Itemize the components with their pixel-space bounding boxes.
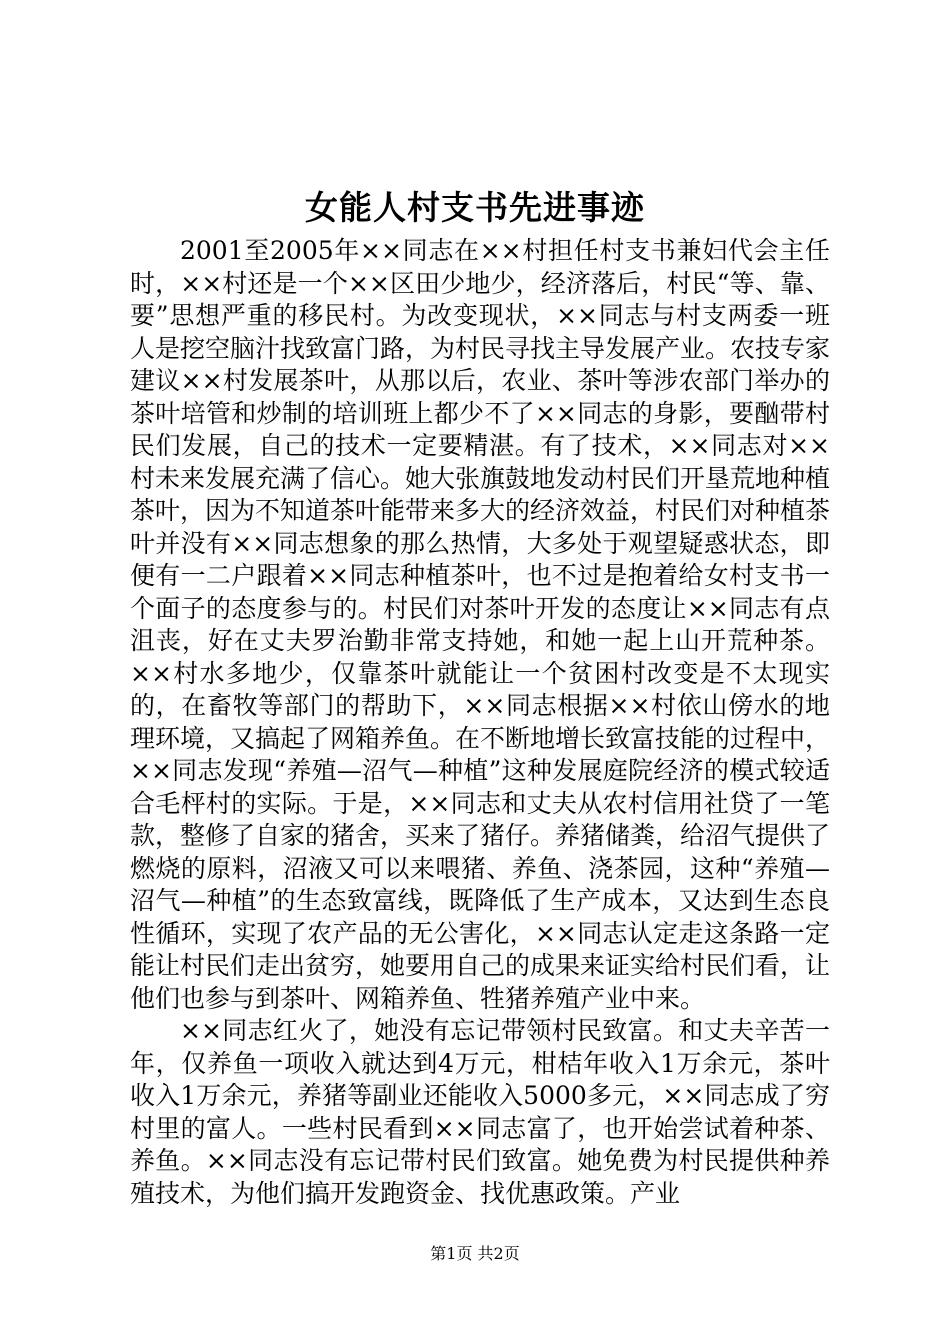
paragraph: ××同志红火了，她没有忘记带领村民致富。和丈夫辛苦一年，仅养鱼一项收入就达到4万元，柑桔年收入1万余元，茶叶收入1万余元，养猪等副业还能收入5000多元，××同志成了穷村里的富人。一些村民看到××同志富了，也开始尝试着种茶、养鱼。××同志没有忘记带村民们致富。她免费为村民提供种养殖技术，为他们搞开发跑资金、找优惠政策。产业 (130, 1016, 830, 1208)
document-body (130, 235, 830, 1210)
paragraph: 2001至2005年××同志在××村担任村支书兼妇代会主任时，××村还是一个××区田少地少，经济落后，村民“等、靠、要”思想严重的移民村。为改变现状，××同志与村支两委一班人是挖空脑汁找致富门路，为村民寻找主导发展产业。农技专家建议××村发展茶叶，从那以后，农业、茶叶等涉农部门举办的茶叶培管和炒制的培训班上都少不了××同志的身影，要酗带村民们发展，自己的技术一定要精湛。有了技术，××同志对××村未来发展充满了信心。她大张旗鼓地发动村民们开垦荒地种植茶叶，因为不知道茶叶能带来多大的经济效益，村民们对种植茶叶并没有××同志想象的那么热情，大多处于观望疑惑状态，即便有一二户跟着××同志种植茶叶，也不过是抱着给女村支书一个面子的态度参与的。村民们对茶叶开发的态度让××同志有点沮丧，好在丈夫罗治勤非常支持她，和她一起上山开荒种茶。××村水多地少，仅靠茶叶就能让一个贫困村改变是不太现实的，在畜牧等部门的帮助下，××同志根据××村依山傍水的地理环境，又搞起了网箱养鱼。在不断地增长致富技能的过程中，××同志发现“养殖—沼气—种植”这种发展庭院经济的模式较适合毛枰村的实际。于是，××同志和丈夫从农村信用社贷了一笔款，整修了自家的猪舍，买来了猪仔。养猪储粪，给沼气提供了燃烧的原料，沼液又可以来喂猪、养鱼、浇茶园，这种“养殖—沼气—种植”的生态致富线，既降低了生产成本，又达到生态良性循环，实现了农产品的无公害化，××同志认定走这条路一定能让村民们走出贫穷，她要用自己的成果来证实给村民们看，让他们也参与到茶叶、网箱养鱼、牲猪养殖产业中来。 (130, 236, 831, 1013)
document-title: 女能人村支书先进事迹 (305, 188, 645, 227)
page-number-footer: 第1页 共2页 (430, 1244, 520, 1263)
